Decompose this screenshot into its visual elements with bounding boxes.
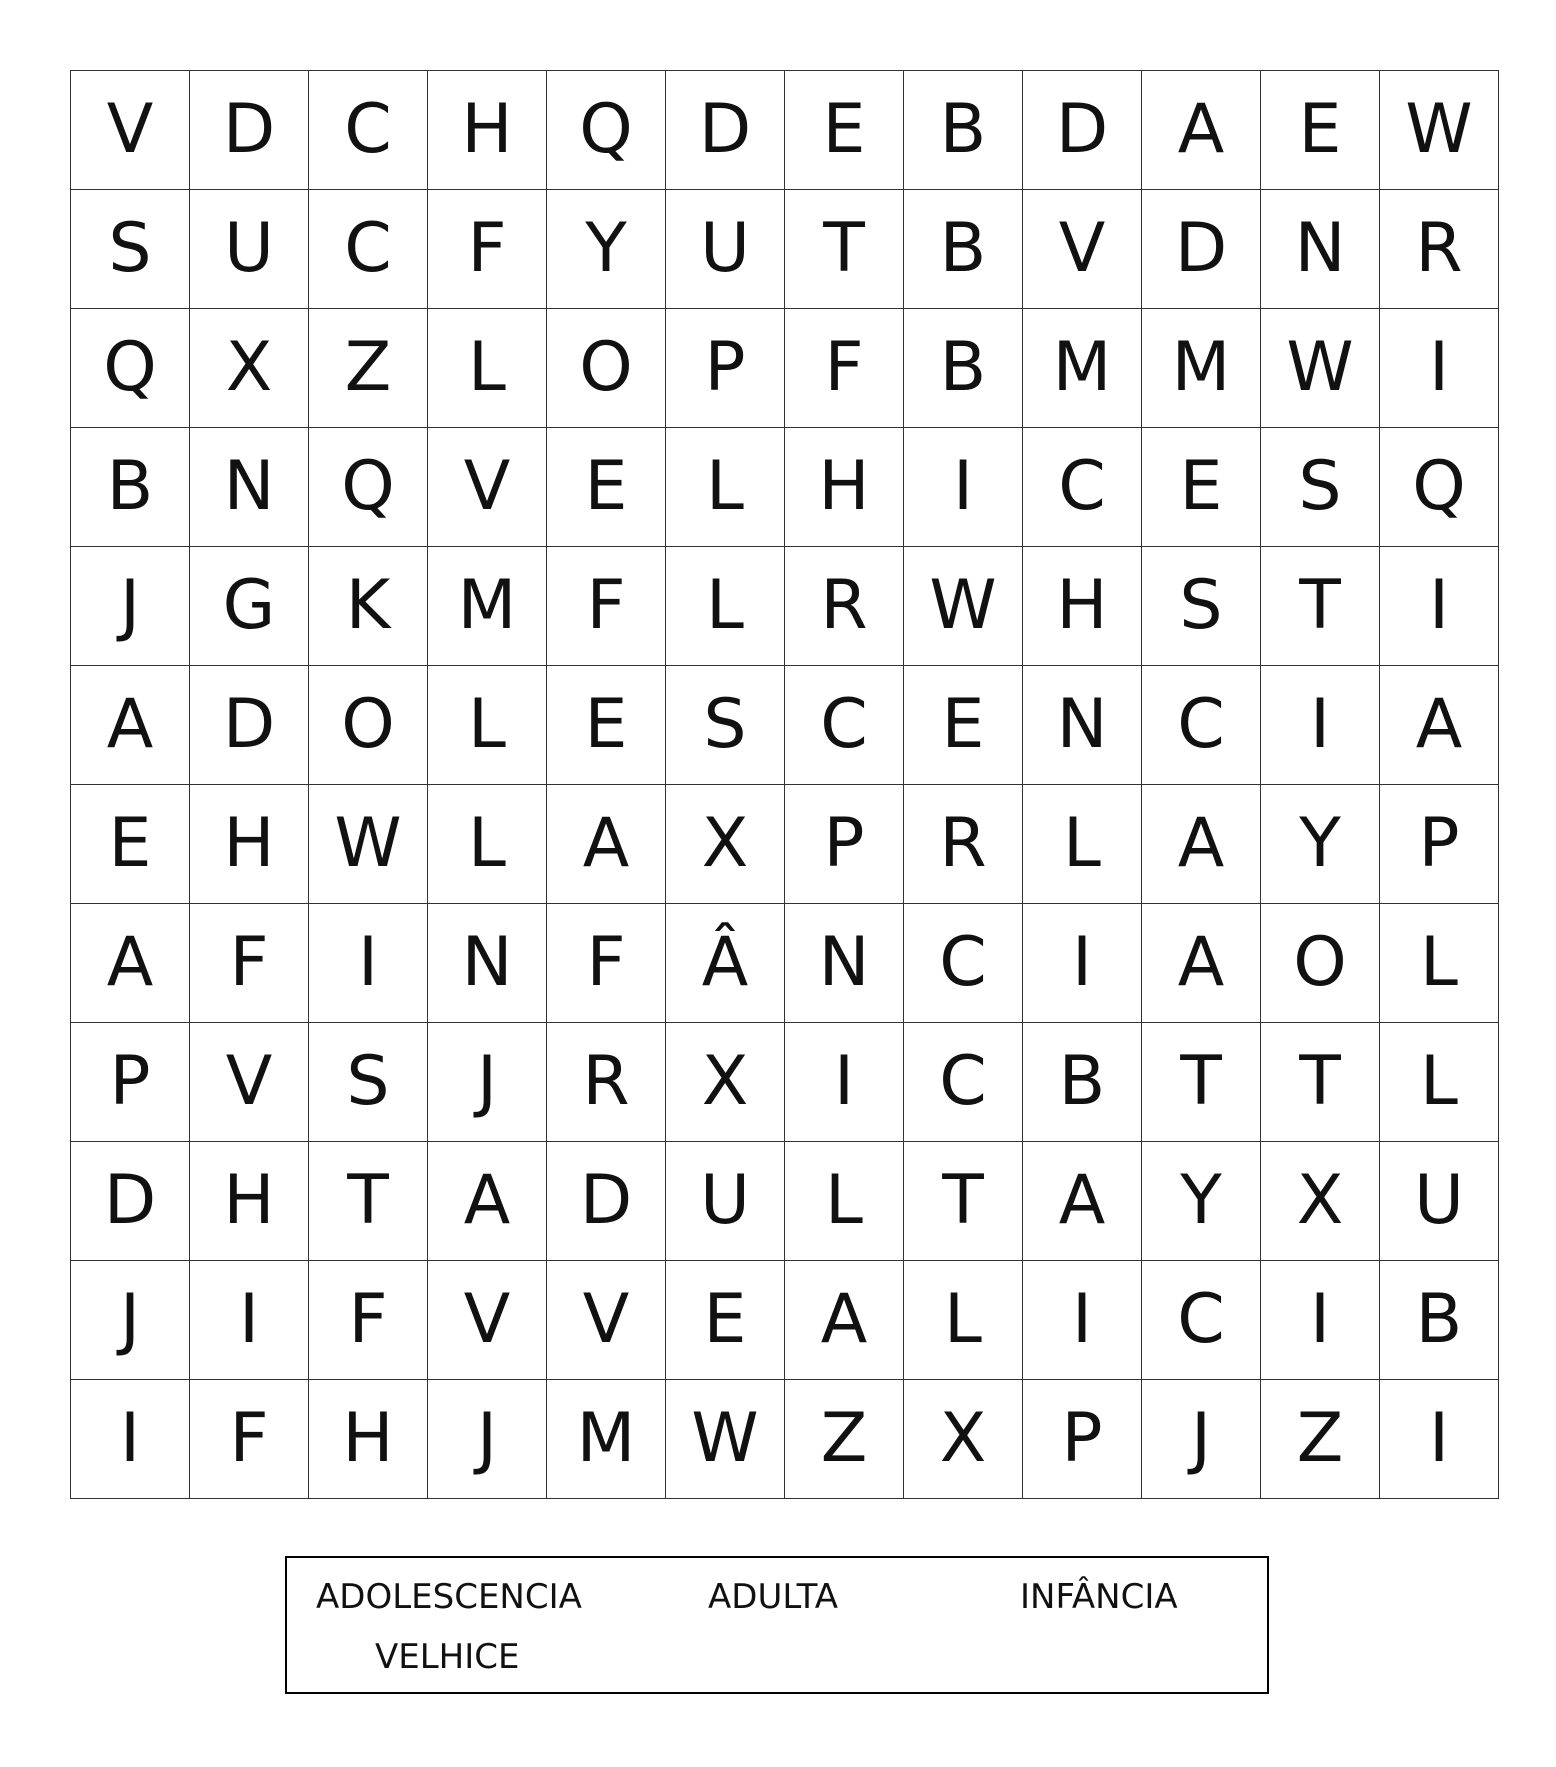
- grid-cell[interactable]: F: [309, 1261, 428, 1380]
- grid-cell[interactable]: I: [71, 1380, 190, 1499]
- grid-cell[interactable]: P: [666, 309, 785, 428]
- grid-cell[interactable]: L: [428, 309, 547, 428]
- grid-row: [71, 785, 1499, 904]
- grid-cell[interactable]: V: [428, 428, 547, 547]
- grid-cell[interactable]: P: [1023, 1380, 1142, 1499]
- grid-cell[interactable]: D: [190, 666, 309, 785]
- grid-cell[interactable]: T: [904, 1142, 1023, 1261]
- grid-cell[interactable]: A: [71, 904, 190, 1023]
- grid-cell[interactable]: Q: [547, 71, 666, 190]
- grid-cell[interactable]: C: [1142, 1261, 1261, 1380]
- grid-cell[interactable]: A: [547, 785, 666, 904]
- grid-cell[interactable]: X: [1261, 1142, 1380, 1261]
- grid-cell[interactable]: P: [71, 1023, 190, 1142]
- grid-row: [71, 1023, 1499, 1142]
- grid-cell[interactable]: I: [1261, 1261, 1380, 1380]
- grid-cell[interactable]: R: [547, 1023, 666, 1142]
- grid-cell[interactable]: P: [785, 785, 904, 904]
- grid-row: [71, 1380, 1499, 1499]
- grid-cell[interactable]: M: [547, 1380, 666, 1499]
- grid-cell[interactable]: A: [428, 1142, 547, 1261]
- grid-cell[interactable]: L: [428, 666, 547, 785]
- grid-cell[interactable]: I: [309, 904, 428, 1023]
- grid-cell[interactable]: X: [666, 785, 785, 904]
- grid-cell[interactable]: F: [547, 904, 666, 1023]
- grid-cell[interactable]: J: [1142, 1380, 1261, 1499]
- grid-cell[interactable]: T: [1142, 1023, 1261, 1142]
- grid-cell[interactable]: B: [71, 428, 190, 547]
- grid-cell[interactable]: B: [904, 309, 1023, 428]
- grid-cell[interactable]: Y: [547, 190, 666, 309]
- grid-cell[interactable]: W: [1261, 309, 1380, 428]
- grid-cell[interactable]: Q: [1380, 428, 1499, 547]
- grid-cell[interactable]: E: [1142, 428, 1261, 547]
- grid-cell[interactable]: T: [785, 190, 904, 309]
- grid-cell[interactable]: X: [666, 1023, 785, 1142]
- grid-cell[interactable]: W: [1380, 71, 1499, 190]
- grid-cell[interactable]: H: [785, 428, 904, 547]
- grid-row: [71, 547, 1499, 666]
- grid-cell[interactable]: J: [428, 1023, 547, 1142]
- grid-cell[interactable]: Â: [666, 904, 785, 1023]
- grid-cell[interactable]: W: [666, 1380, 785, 1499]
- grid-cell[interactable]: M: [1142, 309, 1261, 428]
- grid-cell[interactable]: B: [1380, 1261, 1499, 1380]
- grid-cell[interactable]: D: [1023, 71, 1142, 190]
- grid-cell[interactable]: K: [309, 547, 428, 666]
- grid-cell[interactable]: I: [1380, 309, 1499, 428]
- grid-cell[interactable]: T: [1261, 1023, 1380, 1142]
- grid-cell[interactable]: A: [785, 1261, 904, 1380]
- grid-cell[interactable]: N: [190, 428, 309, 547]
- grid-cell[interactable]: X: [190, 309, 309, 428]
- grid-cell[interactable]: Y: [1142, 1142, 1261, 1261]
- word-adolescencia: ADOLESCENCIA: [316, 1577, 582, 1617]
- grid-cell[interactable]: E: [785, 71, 904, 190]
- grid-row: [71, 190, 1499, 309]
- grid-cell[interactable]: E: [1261, 71, 1380, 190]
- grid-cell[interactable]: S: [309, 1023, 428, 1142]
- grid-cell[interactable]: I: [1261, 666, 1380, 785]
- grid-cell[interactable]: O: [547, 309, 666, 428]
- grid-cell[interactable]: E: [547, 428, 666, 547]
- grid-cell[interactable]: A: [1380, 666, 1499, 785]
- grid-cell[interactable]: B: [1023, 1023, 1142, 1142]
- grid-cell[interactable]: L: [1380, 904, 1499, 1023]
- grid-cell[interactable]: F: [190, 1380, 309, 1499]
- grid-cell[interactable]: D: [190, 71, 309, 190]
- grid-cell[interactable]: E: [904, 666, 1023, 785]
- grid-cell[interactable]: A: [1142, 785, 1261, 904]
- grid-cell[interactable]: A: [1023, 1142, 1142, 1261]
- word-infancia: INFÂNCIA: [1020, 1577, 1178, 1617]
- grid-cell[interactable]: Z: [785, 1380, 904, 1499]
- grid-cell[interactable]: S: [71, 190, 190, 309]
- grid-cell[interactable]: C: [785, 666, 904, 785]
- grid-cell[interactable]: I: [1023, 1261, 1142, 1380]
- word-search-grid: [70, 70, 1499, 1499]
- grid-cell[interactable]: A: [1142, 904, 1261, 1023]
- grid-cell[interactable]: N: [785, 904, 904, 1023]
- grid-cell[interactable]: V: [1023, 190, 1142, 309]
- grid-cell[interactable]: O: [309, 666, 428, 785]
- grid-cell[interactable]: T: [1261, 547, 1380, 666]
- word-velhice: VELHICE: [375, 1637, 520, 1677]
- grid-cell[interactable]: L: [785, 1142, 904, 1261]
- grid-cell[interactable]: C: [1142, 666, 1261, 785]
- grid-cell[interactable]: D: [71, 1142, 190, 1261]
- grid-cell[interactable]: W: [904, 547, 1023, 666]
- grid-cell[interactable]: A: [71, 666, 190, 785]
- grid-cell[interactable]: F: [785, 309, 904, 428]
- grid-cell[interactable]: J: [71, 1261, 190, 1380]
- grid-cell[interactable]: T: [309, 1142, 428, 1261]
- grid-cell[interactable]: C: [1023, 428, 1142, 547]
- grid-row: [71, 1261, 1499, 1380]
- grid-cell[interactable]: C: [309, 190, 428, 309]
- grid-cell[interactable]: U: [1380, 1142, 1499, 1261]
- grid-cell[interactable]: F: [428, 190, 547, 309]
- grid-cell[interactable]: H: [190, 1142, 309, 1261]
- grid-cell[interactable]: D: [1142, 190, 1261, 309]
- grid-cell[interactable]: L: [1380, 1023, 1499, 1142]
- grid-cell[interactable]: V: [71, 71, 190, 190]
- grid-cell[interactable]: Y: [1261, 785, 1380, 904]
- grid-cell[interactable]: F: [190, 904, 309, 1023]
- grid-cell[interactable]: U: [190, 190, 309, 309]
- grid-cell[interactable]: X: [904, 1380, 1023, 1499]
- word-adulta: ADULTA: [708, 1577, 838, 1617]
- grid-cell[interactable]: Z: [309, 309, 428, 428]
- grid-row: [71, 309, 1499, 428]
- grid-cell[interactable]: U: [666, 190, 785, 309]
- word-bank: [285, 1556, 1269, 1694]
- grid-cell[interactable]: L: [1023, 785, 1142, 904]
- grid-cell[interactable]: C: [309, 71, 428, 190]
- grid-cell[interactable]: E: [547, 666, 666, 785]
- grid-cell[interactable]: L: [428, 785, 547, 904]
- grid-cell[interactable]: I: [1380, 1380, 1499, 1499]
- grid-cell[interactable]: D: [666, 71, 785, 190]
- grid-cell[interactable]: I: [190, 1261, 309, 1380]
- grid-cell[interactable]: I: [1380, 547, 1499, 666]
- grid-cell[interactable]: O: [1261, 904, 1380, 1023]
- grid-cell[interactable]: V: [547, 1261, 666, 1380]
- grid-cell[interactable]: E: [666, 1261, 785, 1380]
- grid-cell[interactable]: W: [309, 785, 428, 904]
- grid-cell[interactable]: S: [1261, 428, 1380, 547]
- grid-cell[interactable]: R: [785, 547, 904, 666]
- grid-cell[interactable]: Z: [1261, 1380, 1380, 1499]
- grid-cell[interactable]: V: [428, 1261, 547, 1380]
- grid-cell[interactable]: C: [904, 1023, 1023, 1142]
- grid-cell[interactable]: R: [904, 785, 1023, 904]
- grid-cell[interactable]: D: [547, 1142, 666, 1261]
- grid-cell[interactable]: B: [904, 190, 1023, 309]
- grid-cell[interactable]: M: [1023, 309, 1142, 428]
- grid-cell[interactable]: E: [71, 785, 190, 904]
- grid-row: [71, 428, 1499, 547]
- grid-cell[interactable]: H: [190, 785, 309, 904]
- grid-row: [71, 1142, 1499, 1261]
- grid-cell[interactable]: M: [428, 547, 547, 666]
- grid-cell[interactable]: I: [1023, 904, 1142, 1023]
- grid-cell[interactable]: G: [190, 547, 309, 666]
- grid-cell[interactable]: I: [785, 1023, 904, 1142]
- grid-cell[interactable]: Q: [71, 309, 190, 428]
- grid-cell[interactable]: H: [1023, 547, 1142, 666]
- grid-cell[interactable]: L: [904, 1261, 1023, 1380]
- grid-cell[interactable]: L: [666, 428, 785, 547]
- grid-cell[interactable]: L: [666, 547, 785, 666]
- grid-cell[interactable]: H: [428, 71, 547, 190]
- grid-cell[interactable]: H: [309, 1380, 428, 1499]
- grid-cell[interactable]: B: [904, 71, 1023, 190]
- grid-cell[interactable]: R: [1380, 190, 1499, 309]
- grid-cell[interactable]: F: [547, 547, 666, 666]
- grid-cell[interactable]: Q: [309, 428, 428, 547]
- grid-cell[interactable]: S: [1142, 547, 1261, 666]
- grid-row: [71, 666, 1499, 785]
- grid-row: [71, 71, 1499, 190]
- grid-cell[interactable]: N: [1261, 190, 1380, 309]
- grid-cell[interactable]: N: [428, 904, 547, 1023]
- grid-cell[interactable]: U: [666, 1142, 785, 1261]
- grid-cell[interactable]: P: [1380, 785, 1499, 904]
- grid-cell[interactable]: J: [71, 547, 190, 666]
- grid-cell[interactable]: C: [904, 904, 1023, 1023]
- grid-cell[interactable]: A: [1142, 71, 1261, 190]
- grid-cell[interactable]: V: [190, 1023, 309, 1142]
- grid-row: [71, 904, 1499, 1023]
- grid-cell[interactable]: J: [428, 1380, 547, 1499]
- grid-cell[interactable]: S: [666, 666, 785, 785]
- grid-cell[interactable]: I: [904, 428, 1023, 547]
- grid-cell[interactable]: N: [1023, 666, 1142, 785]
